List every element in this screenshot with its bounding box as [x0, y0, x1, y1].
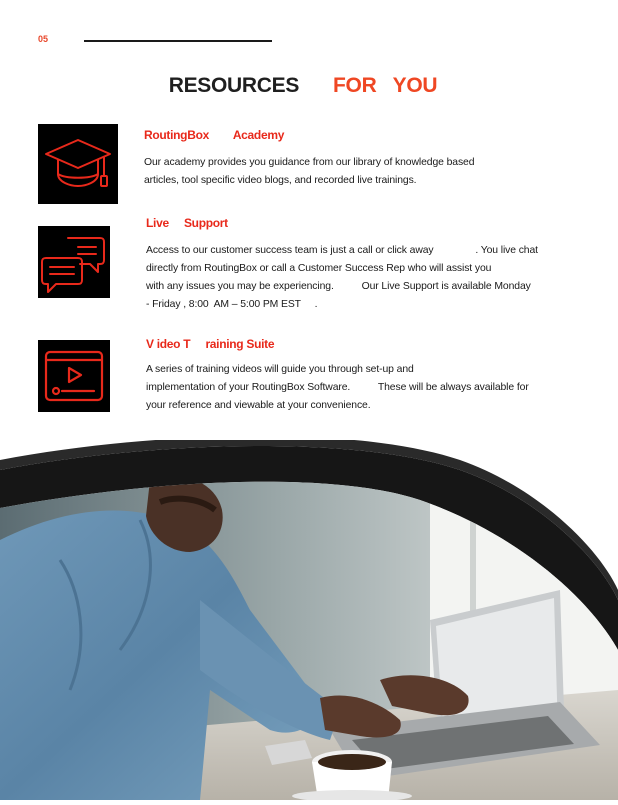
body-line: directly from RoutingBox or call a Customer Success Rep who will assist you: [146, 263, 492, 274]
page-number: 05: [38, 34, 49, 44]
chat-bubbles-icon: [38, 226, 110, 298]
body-line: Our academy provides you guidance from our library of knowledge based: [144, 157, 475, 168]
body-line: - Friday , 8:00 AM – 5:00 PM EST .: [146, 299, 318, 310]
graduation-cap-icon: [38, 124, 118, 204]
section-title-academy: RoutingBox Academy: [144, 128, 285, 142]
section-body-academy: [144, 154, 474, 190]
section-title-live-support: Live Support: [146, 216, 228, 230]
hero-photo: [0, 440, 618, 800]
section-body-video-training: [146, 361, 529, 415]
page-title: [0, 74, 612, 98]
body-line: articles, tool specific video blogs, and recorded live trainings.: [144, 175, 417, 186]
top-divider: [84, 40, 272, 42]
video-player-icon: [38, 340, 110, 412]
body-line: implementation of your RoutingBox Software. These will be always available for: [146, 382, 529, 393]
section-title-video-training: V ideo T raining Suite: [146, 337, 275, 351]
body-line: your reference and viewable at your convenience.: [146, 400, 371, 411]
body-line: Access to our customer success team is just a call or click away . You live chat: [146, 245, 538, 256]
body-line: with any issues you may be experiencing. Our Live Support is available Monday: [146, 281, 531, 292]
title-red-part: FOR YOU: [333, 74, 438, 97]
body-line: A series of training videos will guide you through set-up and: [146, 364, 414, 375]
section-body-live-support: [146, 242, 538, 314]
title-dark-part: RESOURCES: [168, 74, 300, 97]
